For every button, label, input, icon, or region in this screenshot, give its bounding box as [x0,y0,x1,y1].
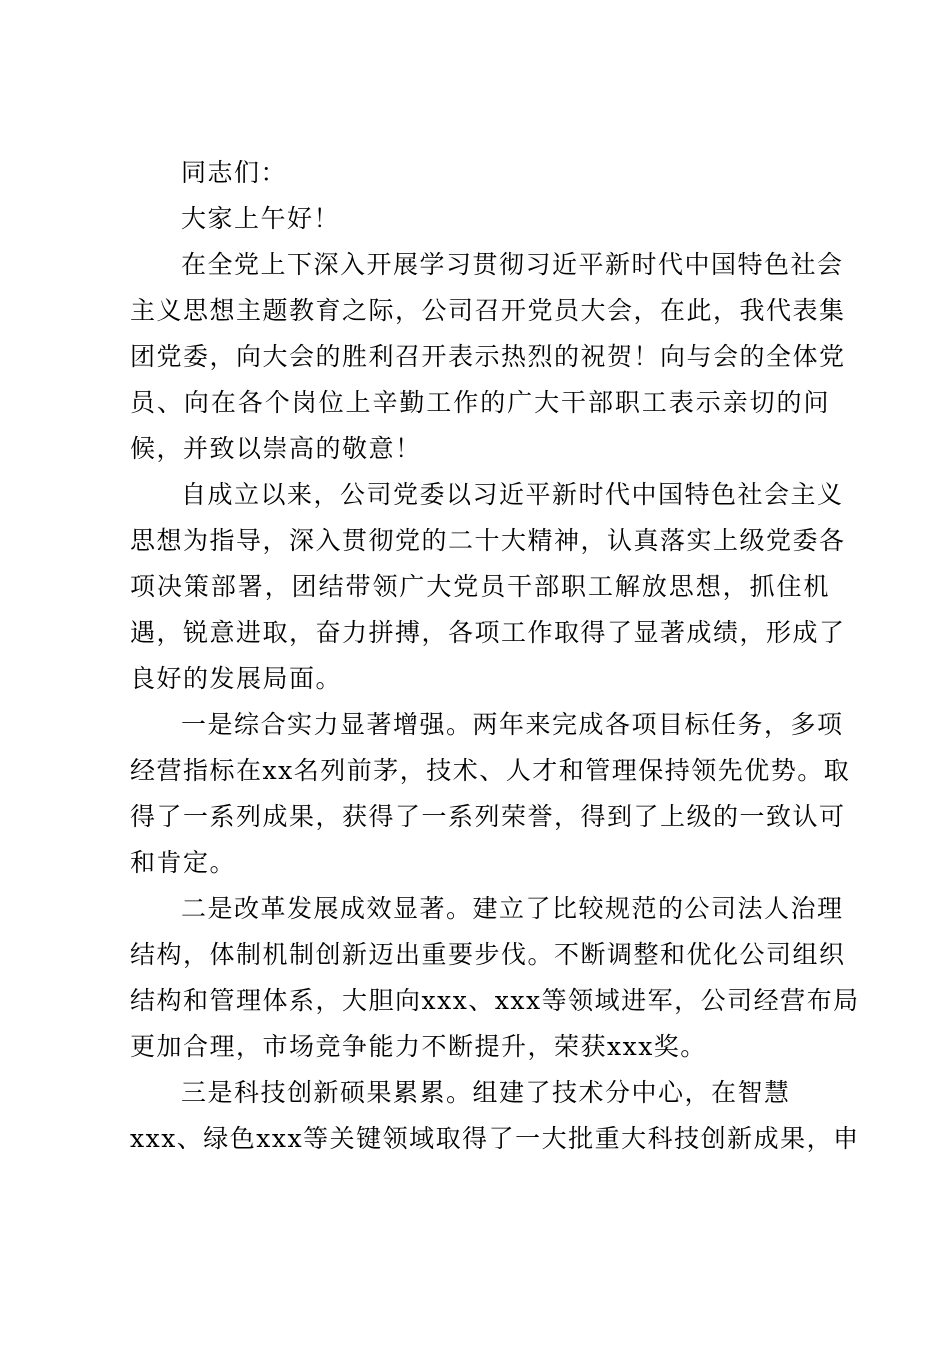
paragraph-1 [130,242,846,472]
paragraph-line: 候，并致以崇高的敬意！ [130,434,422,463]
paragraph-line: xxx、绿色xxx等关键领域取得了一大批重大科技创新成果，申 [130,1124,860,1153]
paragraph-line: 经营指标在xx名列前茅，技术、人才和管理保持领先优势。取 [130,756,851,785]
salutation: 同志们： [181,158,288,187]
greeting: 大家上午好！ [181,204,341,233]
paragraph-line: 团党委，向大会的胜利召开表示热烈的祝贺！向与会的全体党 [130,342,846,371]
paragraph-line: 项决策部署，团结带领广大党员干部职工解放思想，抓住机 [130,572,830,601]
paragraph-line: 结构和管理体系，大胆向xxx、xxx等领域进军，公司经营布局 [130,986,860,1015]
paragraph-line: 一是综合实力显著增强。两年来完成各项目标任务，多项 [181,710,844,739]
paragraph-line: 二是改革发展成效显著。建立了比较规范的公司法人治理 [181,894,844,923]
paragraph-line: 良好的发展局面。 [130,664,343,693]
paragraph-line: 更加合理，市场竞争能力不断提升，荣获xxx奖。 [130,1032,707,1061]
paragraph-line: 得了一系列成果，获得了一系列荣誉，得到了上级的一致认可 [130,802,846,831]
paragraph-line: 遇，锐意进取，奋力拼搏，各项工作取得了显著成绩，形成了 [130,618,846,647]
paragraph-line: 在全党上下深入开展学习贯彻习近平新时代中国特色社会 [181,250,844,279]
paragraph-3 [130,702,851,886]
document-body [130,150,860,1162]
paragraph-line: 结构，体制机制创新迈出重要步伐。不断调整和优化公司组织 [130,940,846,969]
paragraph-line: 思想为指导，深入贯彻党的二十大精神，认真落实上级党委各 [130,526,846,555]
paragraph-4 [130,886,860,1070]
paragraph-line: 自成立以来，公司党委以习近平新时代中国特色社会主义 [181,480,844,509]
paragraph-2 [130,472,846,702]
paragraph-line: 三是科技创新硕果累累。组建了技术分中心，在智慧 [181,1078,791,1107]
paragraph-5 [130,1070,860,1162]
paragraph-line: 主义思想主题教育之际，公司召开党员大会，在此，我代表集 [130,296,846,325]
paragraph-line: 员、向在各个岗位上辛勤工作的广大干部职工表示亲切的问 [130,388,830,417]
paragraph-line: 和肯定。 [130,848,237,877]
